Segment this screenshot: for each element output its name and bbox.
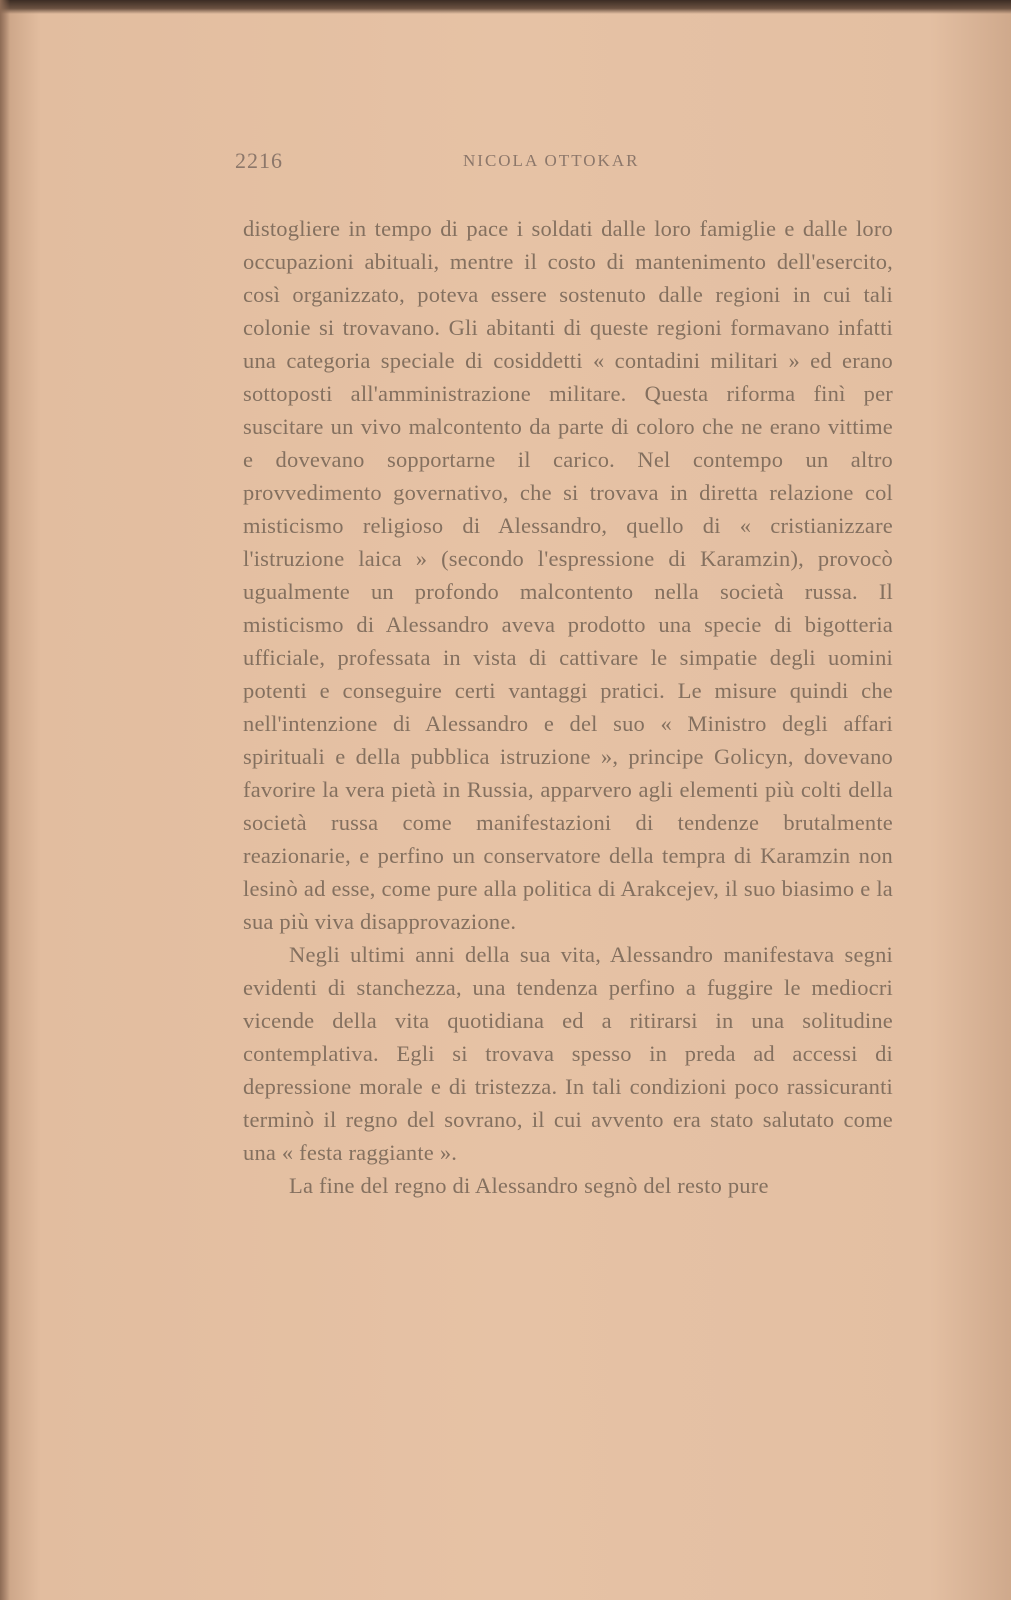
paragraph: distogliere in tempo di pace i soldati dalle loro famiglie e dalle loro occupazioni abituali, mentre il costo di mantenimento dell'esercito, così organizzato, poteva essere sostenuto dalle regioni in cui tali colonie si trovavano. Gli abitanti di queste regioni formavano infatti una categoria speciale di cosiddetti « contadini militari » ed erano sottoposti all'amministrazione militare. Questa riforma finì per suscitare un vivo malcontento da parte di coloro che ne erano vittime e dovevano sopportarne il carico. Nel contempo un altro provvedimento governativo, che si trovava in diretta relazione col misticismo religioso di Alessandro, quello di « cristianizzare l'istruzione laica » (secondo l'espressione di Karamzin), provocò ugualmente un profondo malcontento nella società russa. Il misticismo di Alessandro aveva prodotto una specie di bigotteria ufficiale, professata in vista di cattivare le simpatie degli uomini potenti e conseguire certi vantaggi pratici. Le misure quindi che nell'intenzione di Alessandro e del suo « Ministro degli affari spirituali e della pubblica istruzione », principe Golicyn, dovevano favorire la vera pietà in Russia, apparvero agli elementi più colti della società russa come manifestazioni di tendenze brutalmente reazionarie, e perfino un conservatore della tempra di Karamzin non lesinò ad esse, come pure alla politica di Arakcejev, il suo biasimo e la sua più viva disapprovazione. (243, 216, 893, 934)
body-text (243, 212, 893, 1202)
page-top-edge (0, 0, 1011, 14)
running-head: NICOLA OTTOKAR (463, 151, 640, 170)
page-header (235, 148, 900, 178)
page-number: 2216 (235, 148, 283, 173)
paragraph: La fine del regno di Alessandro segnò del resto pure (289, 1173, 769, 1198)
paragraph: Negli ultimi anni della sua vita, Alessandro manifestava segni evidenti di stanchezza, una tendenza perfino a fuggire le mediocri vicende della vita quotidiana ed a ritirarsi in una solitudine contemplativa. Egli si trovava spesso in preda ad accessi di depressione morale e di tristezza. In tali condizioni poco rassicuranti terminò il regno del sovrano, il cui avvento era stato salutato come una « festa raggiante ». (243, 942, 893, 1165)
page-gutter-shadow (0, 0, 10, 1600)
